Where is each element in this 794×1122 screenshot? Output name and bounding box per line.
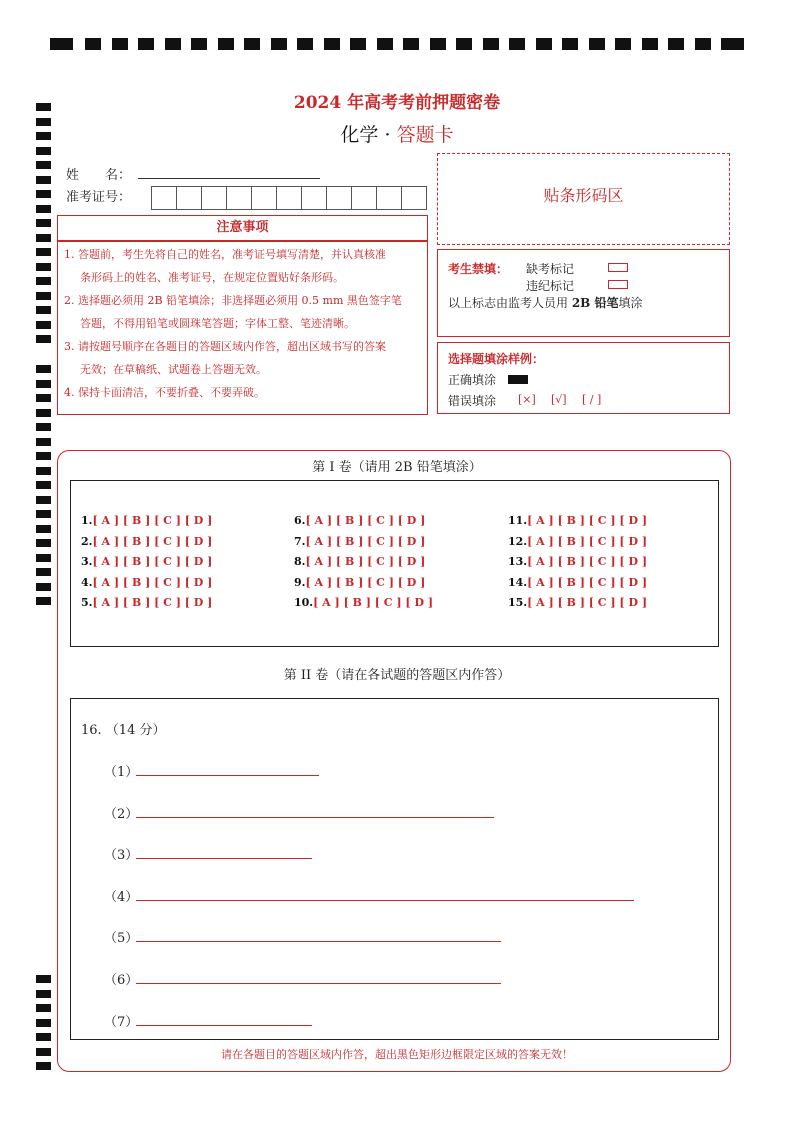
name-label: 姓 名： — [66, 168, 132, 183]
mc-question-row[interactable] — [508, 535, 647, 548]
sub-question-label: （3） — [104, 848, 139, 864]
notice-item: 1. 答题前，考生先将自己的姓名，准考证号填写清楚，并认真核准 条形码上的姓名、准考证号，在规定位置贴好条形码。 — [64, 248, 386, 284]
answer-card-label: 答题卡 — [396, 124, 454, 146]
answer-line[interactable] — [136, 1024, 312, 1026]
subject-name: 化学 — [340, 124, 379, 146]
timing-mark — [36, 335, 51, 343]
timing-mark — [36, 1033, 51, 1041]
ticket-digit-box[interactable] — [201, 186, 227, 210]
sample-heading: 选择题填涂样例： — [448, 352, 545, 366]
subtitle-dot: · — [384, 124, 391, 146]
mc-question-row[interactable] — [508, 514, 647, 527]
mc-question-number: 6. — [294, 514, 306, 527]
question-16-label: 16. （14 分） — [81, 723, 166, 738]
timing-mark — [36, 365, 51, 373]
timing-mark — [36, 321, 51, 329]
mc-question-number: 15. — [508, 596, 528, 609]
sub-question-label: （6） — [104, 973, 139, 988]
timing-mark — [36, 190, 51, 198]
mc-question-number: 8. — [294, 555, 306, 568]
timing-mark — [509, 38, 525, 50]
notice-body — [57, 241, 428, 415]
timing-mark — [668, 38, 684, 50]
ticket-digit-box[interactable] — [301, 186, 327, 210]
ticket-digit-box[interactable] — [376, 186, 402, 210]
mc-question-row[interactable] — [81, 596, 212, 609]
ticket-digit-box[interactable] — [226, 186, 252, 210]
mc-question-number: 9. — [294, 575, 306, 589]
notice-item: 2. 选择题必须用 2B 铅笔填涂；非选择题必须用 0.5 mm 黑色签字笔 答题，不得用铅笔或圆珠笔答题；字体工整、笔迹清晰。 — [64, 294, 402, 330]
timing-mark — [642, 38, 658, 50]
timing-mark — [138, 38, 154, 50]
mc-question-row[interactable] — [81, 514, 212, 527]
mc-question-row[interactable] — [294, 576, 425, 589]
timing-mark — [36, 380, 51, 388]
timing-mark — [36, 438, 51, 446]
notice-item: 4. 保持卡面清洁，不要折叠、不要弄破。 — [64, 386, 265, 399]
answer-line[interactable] — [136, 816, 494, 818]
barcode-area — [437, 153, 730, 245]
timing-mark — [297, 38, 313, 50]
mc-question-row[interactable] — [294, 535, 425, 548]
forbid-note: 以上标志由监考人员用 2B 铅笔填涂 — [448, 296, 643, 310]
timing-mark — [36, 263, 51, 271]
wrong-mark-1: [×] — [518, 393, 536, 406]
mc-options[interactable]: [ A ] [ B ] [ C ] [ D ] — [92, 555, 213, 568]
timing-mark — [36, 306, 51, 314]
mc-question-number: 11. — [508, 514, 528, 527]
ticket-digit-box[interactable] — [251, 186, 277, 210]
mc-options[interactable]: [ A ] [ B ] [ C ] [ D ] — [305, 575, 426, 589]
mc-options[interactable]: [ A ] [ B ] [ C ] [ D ] — [92, 514, 213, 527]
mc-question-row[interactable] — [294, 555, 425, 568]
answer-line[interactable] — [136, 857, 312, 859]
timing-mark — [36, 597, 51, 605]
fill-sample-box — [437, 342, 730, 414]
ticket-digit-box[interactable] — [176, 186, 202, 210]
timing-mark — [36, 539, 51, 547]
sub-question-label: （5） — [104, 931, 139, 947]
ticket-number-boxes[interactable] — [152, 186, 427, 210]
timing-mark — [377, 38, 393, 50]
violation-mark-label: 违纪标记 — [526, 279, 575, 293]
timing-mark — [36, 1019, 51, 1027]
mc-question-row[interactable] — [294, 596, 433, 609]
mc-options[interactable]: [ A ] [ B ] [ C ] [ D ] — [92, 534, 213, 548]
mc-question-row[interactable] — [81, 535, 212, 548]
mc-options[interactable]: [ A ] [ B ] [ C ] [ D ] — [527, 596, 648, 609]
mc-question-row[interactable] — [508, 596, 647, 609]
timing-mark — [244, 38, 260, 50]
absent-mark-label: 缺考标记 — [526, 262, 575, 276]
answer-line[interactable] — [136, 982, 501, 984]
timing-mark — [36, 205, 51, 213]
timing-mark — [695, 38, 711, 50]
examinee-forbid-box — [437, 249, 730, 337]
mc-options[interactable]: [ A ] [ B ] [ C ] [ D ] — [527, 514, 648, 527]
notice-heading: 注意事项 — [57, 215, 428, 241]
timing-mark — [36, 161, 51, 169]
mc-question-row[interactable] — [508, 576, 647, 589]
mc-question-number: 1. — [81, 514, 93, 527]
mc-question-number: 5. — [81, 596, 93, 609]
wrong-fill-label: 错误填涂 — [448, 394, 497, 408]
wrong-mark-2: [√] — [551, 393, 567, 406]
timing-mark — [36, 409, 51, 417]
mc-options[interactable]: [ A ] [ B ] [ C ] [ D ] — [92, 596, 213, 609]
exam-title: 2024 年高考考前押题密卷 — [293, 93, 501, 113]
ticket-digit-box[interactable] — [276, 186, 302, 210]
timing-mark — [36, 510, 51, 518]
timing-mark — [536, 38, 552, 50]
name-field[interactable] — [138, 178, 320, 179]
mc-options[interactable]: [ A ] [ B ] [ C ] [ D ] — [527, 575, 648, 589]
correct-fill-mark — [508, 375, 528, 384]
footer-warning: 请在各题目的答题区域内作答，超出黑色矩形边框限定区域的答案无效！ — [221, 1048, 573, 1061]
barcode-label: 贴条形码区 — [543, 186, 624, 205]
ticket-digit-box[interactable] — [326, 186, 352, 210]
timing-mark — [615, 38, 631, 50]
ticket-digit-box[interactable] — [351, 186, 377, 210]
timing-mark — [85, 38, 101, 50]
timing-mark — [562, 38, 578, 50]
timing-mark — [456, 38, 472, 50]
timing-mark — [36, 219, 51, 227]
mc-options[interactable]: [ A ] [ B ] [ C ] [ D ] — [305, 514, 426, 527]
timing-mark — [483, 38, 499, 50]
timing-mark — [36, 496, 51, 504]
timing-mark — [36, 292, 51, 300]
answer-line[interactable] — [136, 774, 319, 776]
timing-mark — [50, 38, 73, 50]
timing-mark — [218, 38, 234, 50]
timing-mark — [403, 38, 419, 50]
question-16-box — [70, 698, 719, 1040]
mc-question-row[interactable] — [81, 576, 212, 589]
multiple-choice-box — [70, 480, 719, 647]
mc-question-number: 12. — [508, 534, 528, 548]
ticket-digit-box[interactable] — [151, 186, 177, 210]
sub-question-label: （7） — [104, 1014, 139, 1030]
card-subtitle — [0, 120, 794, 147]
violation-mark-box[interactable] — [608, 280, 628, 289]
timing-mark — [191, 38, 207, 50]
answer-line[interactable] — [136, 940, 501, 942]
timing-mark — [36, 147, 51, 155]
mc-question-row[interactable] — [294, 514, 425, 527]
timing-mark — [36, 568, 51, 576]
sub-question-label: （4） — [104, 889, 139, 905]
mc-options[interactable]: [ A ] [ B ] [ C ] [ D ] — [527, 534, 648, 548]
ticket-digit-box[interactable] — [401, 186, 427, 210]
mc-question-number: 3. — [81, 555, 93, 568]
mc-options[interactable]: [ A ] [ B ] [ C ] [ D ] — [313, 596, 434, 609]
mc-question-number: 7. — [294, 534, 306, 548]
sub-question-label: （2） — [104, 806, 139, 822]
timing-mark — [36, 394, 51, 402]
part1-title: 第 I 卷（请用 2B 铅笔填涂） — [312, 460, 482, 475]
mc-question-number: 14. — [508, 575, 528, 589]
timing-mark — [36, 248, 51, 256]
timing-mark — [165, 38, 181, 50]
timing-mark — [430, 38, 446, 50]
timing-mark — [36, 554, 51, 562]
timing-mark — [36, 277, 51, 285]
correct-fill-label: 正确填涂 — [448, 373, 497, 387]
mc-options[interactable]: [ A ] [ B ] [ C ] [ D ] — [305, 555, 426, 568]
mc-question-number: 10. — [294, 596, 314, 609]
ticket-label: 准考证号： — [66, 190, 132, 205]
wrong-mark-3: [ / ] — [582, 393, 602, 406]
mc-question-row[interactable] — [508, 555, 647, 568]
mc-options[interactable]: [ A ] [ B ] [ C ] [ D ] — [527, 555, 648, 568]
mc-options[interactable]: [ A ] [ B ] [ C ] [ D ] — [92, 575, 213, 589]
mc-question-number: 2. — [81, 534, 93, 548]
timing-mark — [36, 481, 51, 489]
notice-item: 3. 请按题号顺序在各题目的答题区域内作答，超出区域书写的答案 无效；在草稿纸、试题卷上答题无效。 — [64, 340, 386, 376]
forbid-label: 考生禁填： — [448, 262, 509, 276]
absent-mark-box[interactable] — [608, 263, 628, 272]
sub-question-label: （1） — [104, 765, 139, 780]
timing-mark — [36, 234, 51, 242]
timing-mark — [112, 38, 128, 50]
timing-mark — [36, 423, 51, 431]
part2-title: 第 II 卷（请在各试题的答题区内作答） — [283, 668, 511, 683]
timing-mark — [36, 1004, 51, 1012]
timing-mark — [36, 525, 51, 533]
mc-question-number: 13. — [508, 555, 528, 568]
timing-mark — [36, 990, 51, 998]
timing-mark — [350, 38, 366, 50]
answer-line[interactable] — [136, 899, 634, 901]
timing-mark — [271, 38, 287, 50]
mc-question-number: 4. — [81, 575, 93, 589]
timing-mark — [36, 176, 51, 184]
timing-mark — [721, 38, 744, 50]
timing-mark — [589, 38, 605, 50]
mc-options[interactable]: [ A ] [ B ] [ C ] [ D ] — [305, 534, 426, 548]
timing-mark — [324, 38, 340, 50]
timing-mark — [36, 1062, 51, 1070]
mc-question-row[interactable] — [81, 555, 212, 568]
timing-mark — [36, 583, 51, 591]
timing-mark — [36, 975, 51, 983]
